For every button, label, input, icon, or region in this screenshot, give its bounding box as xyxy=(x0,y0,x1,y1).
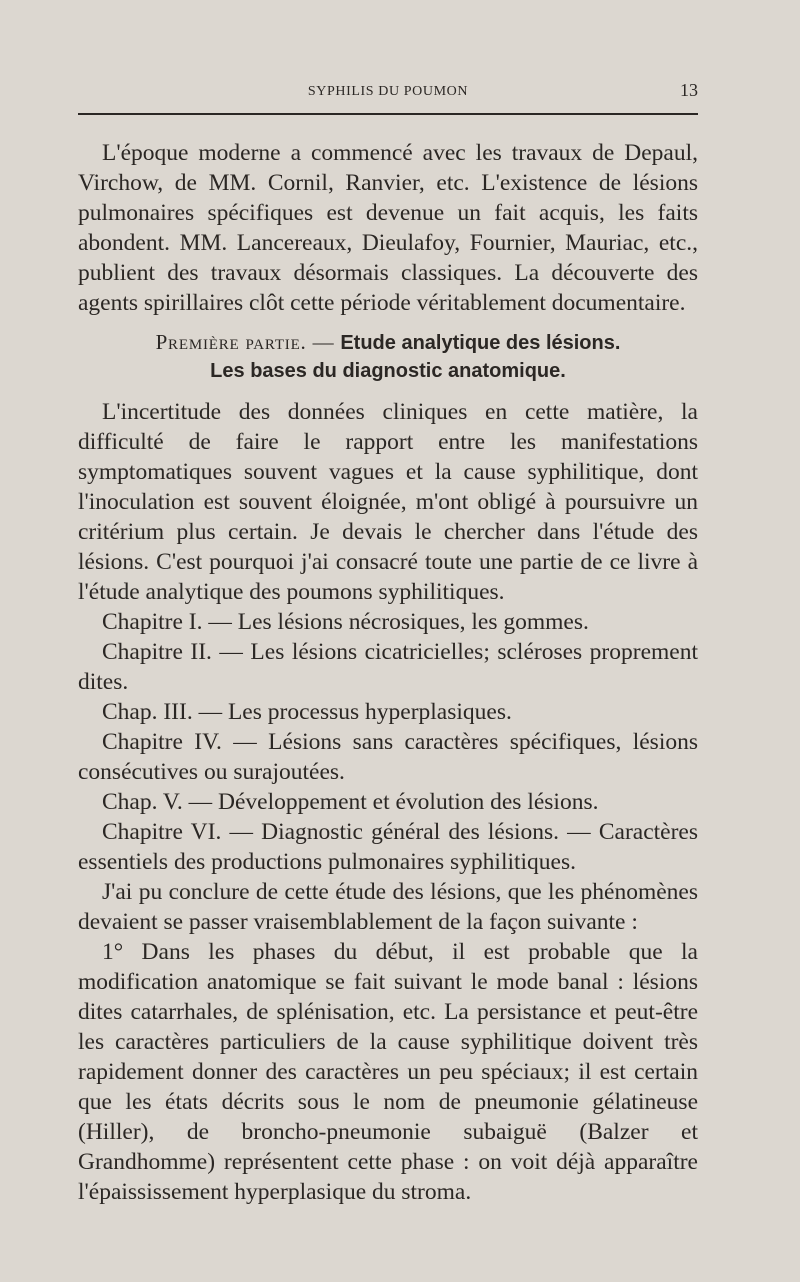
paragraph-uncertainty: L'incertitude des données cliniques en cette matière, la difficulté de faire le rapport entre les manifestations symptomatiques souvent vagues et la cause syphilitique, dont l'inoculation est souvent éloignée, m'ont obligé à poursuivre un critérium plus certain. Je devais le chercher dans l'étude des lésions. C'est pourquoi j'ai consacré toute une partie de ce livre à l'étude analytique des poumons syphilitiques. xyxy=(78,399,698,605)
chapter-line-1: Chapitre I. — Les lésions nécrosiques, les gommes. xyxy=(102,609,589,635)
part-label: Première partie. — xyxy=(155,330,335,354)
page-number: 13 xyxy=(680,80,698,100)
paragraph-intro: L'époque moderne a commencé avec les travaux de Depaul, Virchow, de MM. Cornil, Ranvier, etc. L'existence de lésions pulmonaires spécifiques est devenue un fait acquis, les faits abondent. MM. Lancereaux, Dieulafoy, Fournier, Mauriac, etc., publient des travaux désormais classiques. La découverte des agents spirillaires clôt cette période véritablement documentaire. xyxy=(78,140,698,316)
running-head xyxy=(78,80,698,104)
paragraph-phase-one: 1° Dans les phases du début, il est probable que la modification anatomique se fait suivant le mode banal : lésions dites catarrhales, de splénisation, etc. La persistance et peut-être les caractères particuliers de la cause syphilitique doivent très rapidement donner des caractères un peu spéciaux; il est certain que les états décrits sous le nom de pneumonie gélatineuse (Hiller), de broncho-pneumonie subaiguë (Balzer et Grandhomme) représentent cette phase : on voit déjà apparaître l'épaississement hyperplasique du stroma. xyxy=(78,939,698,1205)
chapter-line-4: Chapitre IV. — Lésions sans caractères spécifiques, lésions consécutives ou surajoutées. xyxy=(78,729,698,785)
paragraph-conclusion: J'ai pu conclure de cette étude des lésions, que les phénomènes devaient se passer vraisemblablement de la façon suivante : xyxy=(78,879,698,935)
part-title-line-2: Les bases du diagnostic anatomique. xyxy=(210,360,566,382)
chapter-line-2: Chapitre II. — Les lésions cicatricielles; scléroses proprement dites. xyxy=(78,639,698,695)
chapter-line-3: Chap. III. — Les processus hyperplasiques. xyxy=(102,699,512,725)
chapter-line-6: Chapitre VI. — Diagnostic général des lésions. — Caractères essentiels des productions pulmonaires syphilitiques. xyxy=(78,819,698,875)
chapter-line-5: Chap. V. — Développement et évolution des lésions. xyxy=(102,789,599,815)
running-title: SYPHILIS DU POUMON xyxy=(307,84,469,99)
part-title-line-1: Etude analytique des lésions. xyxy=(340,332,621,354)
body-text xyxy=(78,138,698,1207)
section-heading xyxy=(78,328,698,385)
header-rule xyxy=(78,113,698,115)
